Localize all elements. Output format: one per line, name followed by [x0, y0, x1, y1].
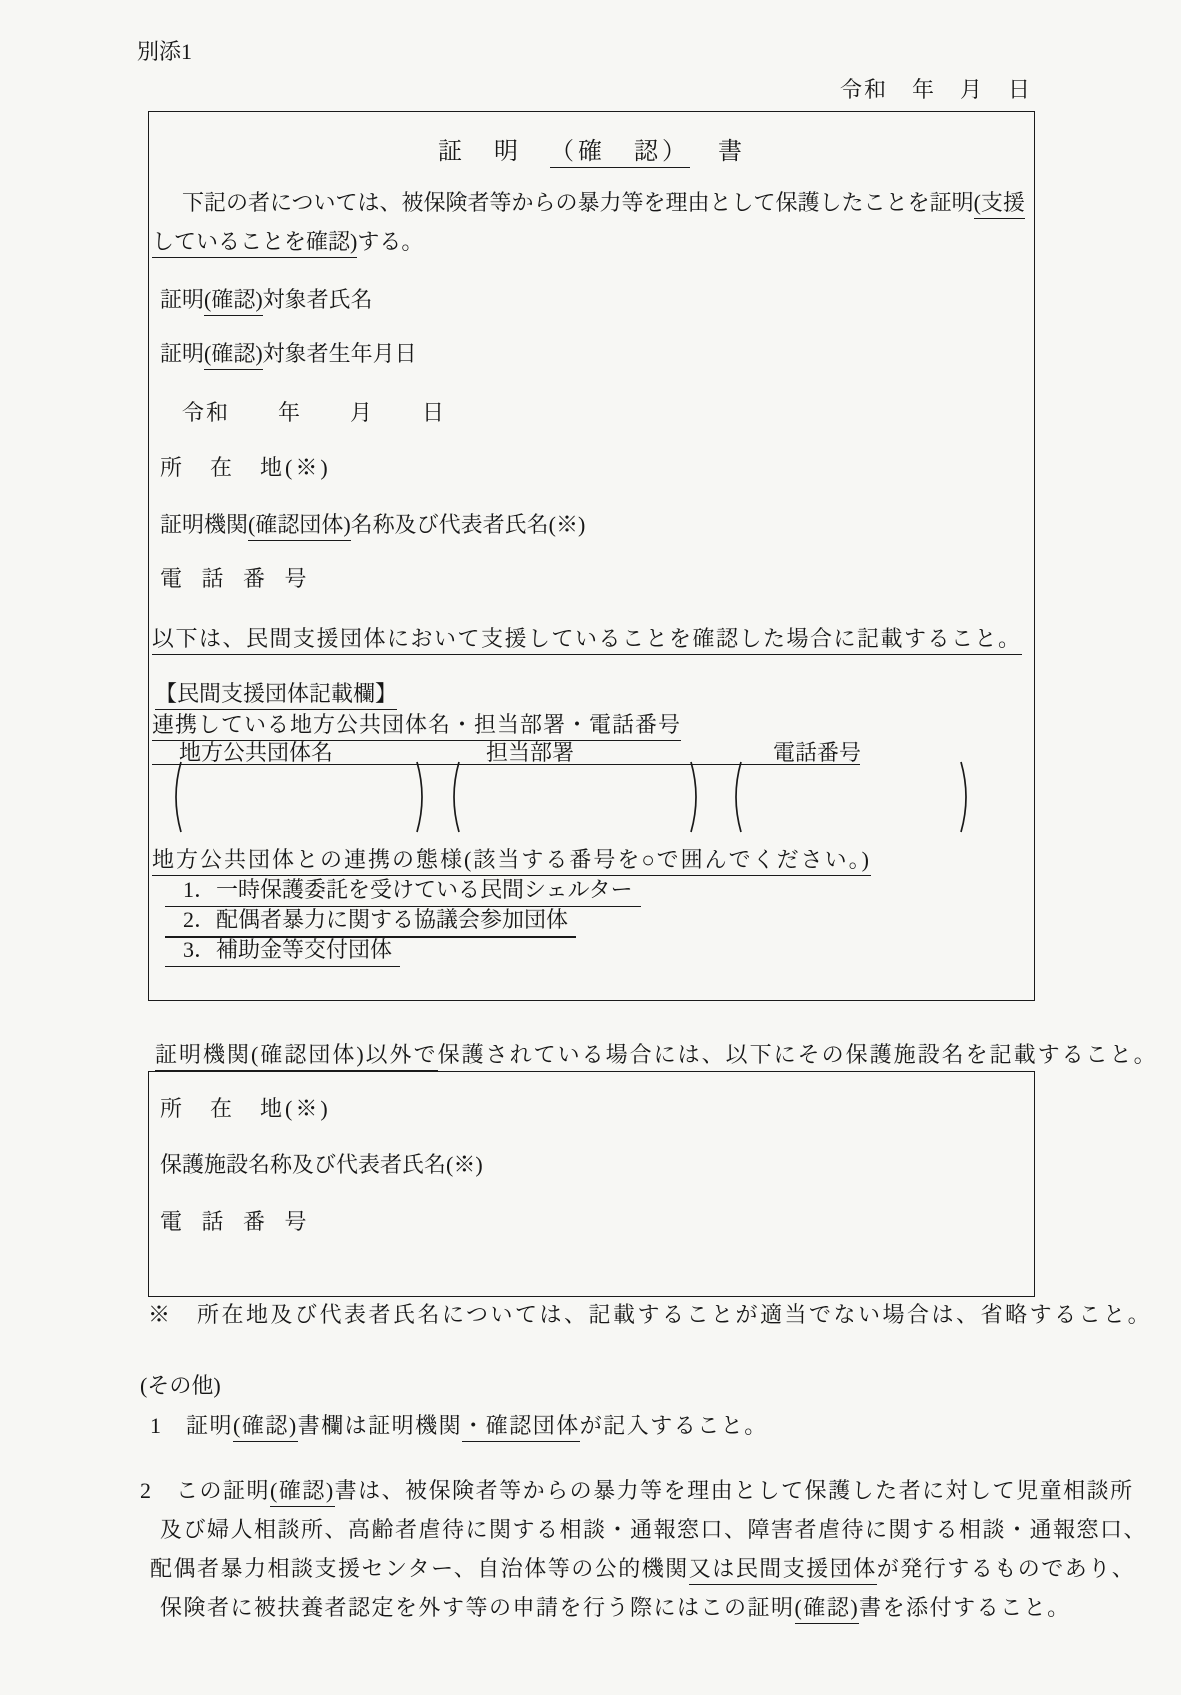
birthdate-blank-line: 令和 年 月 日 — [182, 400, 447, 425]
note-2-line-2 — [160, 1516, 1147, 1544]
text-segment: 名称及び代表者氏名(※) — [350, 512, 586, 537]
text-segment: 書を添付すること。 — [859, 1595, 1071, 1620]
close-bracket-icon — [414, 760, 430, 834]
department-field[interactable] — [464, 760, 686, 832]
text-segment: 保険者に被扶養者認定を外す等の申請を行う際にはこの証明 — [160, 1595, 795, 1620]
text-segment: 書 — [690, 139, 746, 165]
open-bracket-icon — [168, 760, 184, 834]
column-header-department: 担当部署 — [486, 740, 575, 765]
text-segment: が記入すること。 — [579, 1413, 768, 1438]
shelter-address-label: 所 在 地(※) — [160, 1096, 331, 1121]
subject-birthdate-label — [160, 340, 417, 370]
text-segment: (確認) — [795, 1594, 860, 1624]
text-segment: 地方公共団体との連携の態様(該当する番号を○で囲んでください。) — [152, 846, 871, 876]
org-phone-label: 電 話 番 号 — [160, 566, 314, 591]
text-segment: 証明 — [160, 341, 205, 366]
text-segment: 対象者生年月日 — [262, 341, 417, 366]
cooperation-option-3: 3．補助金等交付団体 — [165, 936, 400, 967]
text-segment: (支援 — [974, 189, 1025, 219]
text-segment: (確認) — [204, 340, 263, 370]
text-segment: (確認団体) — [248, 511, 351, 541]
private-org-section-heading — [155, 680, 397, 710]
note-2-line-4 — [160, 1594, 1071, 1624]
text-segment: 及び婦人相談所、高齢者虐待に関する相談・通報窓口、障害者虐待に関する相談・通報窓口、 — [160, 1517, 1148, 1542]
text-segment: 保護されている場合には、以下にその保護施設名を記載すること。 — [437, 1042, 1158, 1067]
text-segment: ・確認団体 — [462, 1412, 580, 1442]
text-segment: (確認) — [270, 1477, 335, 1507]
attachment-label: 別添1 — [137, 39, 193, 64]
note-2-line-3 — [150, 1555, 1135, 1585]
private-support-note — [152, 625, 1022, 655]
subject-name-label — [160, 286, 373, 316]
text-segment: 配偶者暴力相談支援センター、自治体等の公的機関 — [150, 1556, 689, 1581]
text-segment: 書欄は証明機関 — [297, 1413, 463, 1438]
local-government-name-field[interactable] — [186, 760, 412, 832]
asterisk-note: ※ 所在地及び代表者氏名については、記載することが適当でない場合は、省略すること。 — [148, 1302, 1153, 1327]
intro-line-1 — [160, 189, 1025, 219]
text-segment: 証明機関(確認団体)以外で — [155, 1041, 438, 1071]
phone-number-field[interactable] — [746, 760, 956, 832]
text-segment: 又は民間支援団体 — [689, 1555, 877, 1585]
text-segment: 2 この証明 — [140, 1478, 271, 1503]
text-segment: 【民間支援団体記載欄】 — [155, 680, 397, 710]
text-segment: （確 認） — [550, 138, 690, 168]
column-header-phone: 電話番号 — [773, 740, 862, 765]
text-segment: (確認) — [204, 286, 263, 316]
shelter-name-label: 保護施設名称及び代表者氏名(※) — [160, 1152, 483, 1177]
text-segment: 証明 — [160, 287, 205, 312]
note-1 — [150, 1412, 768, 1442]
org-address-label: 所 在 地(※) — [160, 455, 331, 480]
intro-line-2 — [152, 228, 423, 258]
text-segment: 対象者氏名 — [262, 287, 373, 312]
text-segment: 以下は、民間支援団体において支援していることを確認した場合に記載すること。 — [152, 625, 1022, 655]
text-segment: 下記の者については、被保険者等からの暴力等を理由として保護したことを証明 — [160, 190, 974, 215]
shelter-phone-label: 電 話 番 号 — [160, 1209, 314, 1234]
org-name-label — [160, 511, 585, 541]
text-segment: 書は、被保険者等からの暴力等を理由として保護した者に対して児童相談所 — [334, 1478, 1134, 1503]
text-segment: が発行するものであり、 — [876, 1556, 1136, 1581]
certificate-title — [438, 138, 746, 168]
close-bracket-icon — [688, 760, 704, 834]
note-2-line-1 — [140, 1477, 1134, 1507]
column-header-local-government: 地方公共団体名 — [179, 740, 334, 765]
cooperation-mode-heading — [152, 846, 871, 876]
text-segment: していることを確認) — [152, 228, 357, 258]
text-segment: 証 明 — [438, 139, 550, 165]
text-segment: する。 — [357, 229, 424, 254]
close-bracket-icon — [958, 760, 974, 834]
other-heading: (その他) — [140, 1373, 221, 1398]
open-bracket-icon — [728, 760, 744, 834]
date-line: 令和 年 月 日 — [840, 77, 1033, 102]
text-segment: 連携している地方公共団体名・担当部署・電話番号 — [152, 711, 681, 741]
text-segment: 1 証明 — [150, 1413, 234, 1438]
external-shelter-note — [155, 1041, 1158, 1071]
cooperation-option-1: 1．一時保護委託を受けている民間シェルター — [165, 876, 641, 907]
open-bracket-icon — [446, 760, 462, 834]
text-segment: (確認) — [233, 1412, 298, 1442]
cooperation-option-2: 2．配偶者暴力に関する協議会参加団体 — [165, 906, 576, 938]
text-segment: 証明機関 — [160, 512, 249, 537]
